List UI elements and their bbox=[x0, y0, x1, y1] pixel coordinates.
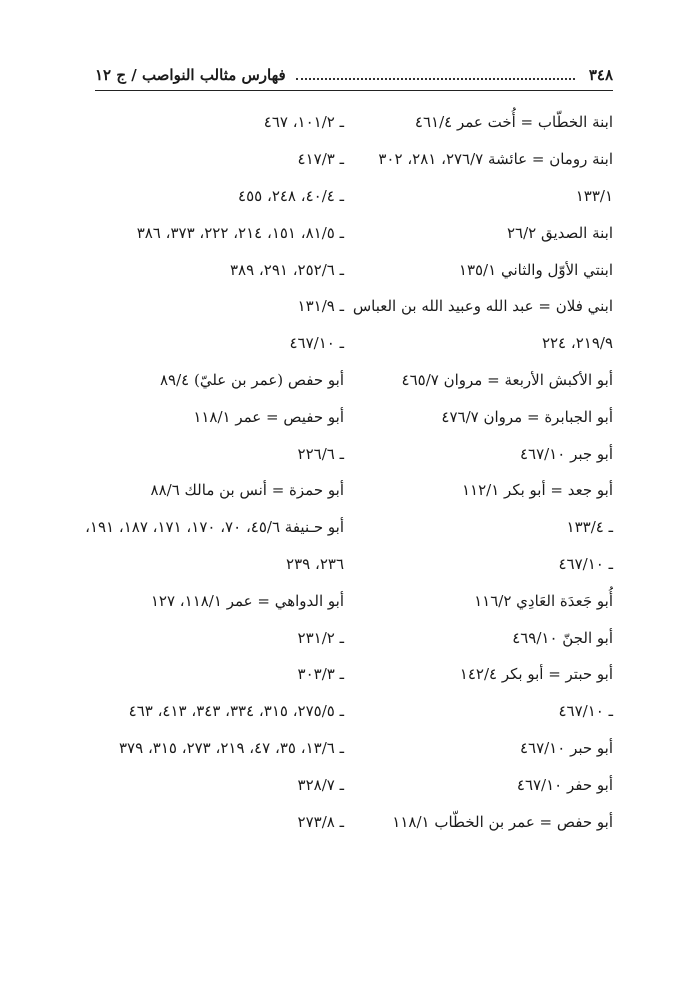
left-column-entry: ـ ٤٦٧/١٠ bbox=[289, 334, 344, 353]
index-row bbox=[95, 251, 613, 288]
index-row bbox=[95, 730, 613, 767]
index-row bbox=[95, 141, 613, 178]
index-row bbox=[95, 766, 613, 803]
left-column-entry: ـ ١٣١/٩ bbox=[297, 297, 344, 316]
index-row bbox=[95, 582, 613, 619]
header-dot-leader bbox=[296, 78, 575, 80]
index-row bbox=[95, 178, 613, 215]
left-column-entry: ـ ٨١/٥، ١٥١، ٢١٤، ٢٢٢، ٣٧٣، ٣٨٦ bbox=[136, 223, 344, 242]
index-row bbox=[95, 288, 613, 325]
index-row bbox=[95, 104, 613, 141]
index-row bbox=[95, 435, 613, 472]
right-column-entry: ـ ٤٦٧/١٠ bbox=[558, 554, 613, 573]
left-column-entry: ـ ٣٠٣/٣ bbox=[297, 665, 344, 684]
index-row bbox=[95, 472, 613, 509]
right-column-entry: ابني فلان = عبد الله وعبيد الله بن العباس bbox=[352, 297, 613, 316]
index-columns bbox=[85, 104, 613, 840]
right-column-entry: ـ ١٣٣/٤ bbox=[566, 518, 613, 537]
left-column-entry: ـ ٣٢٨/٧ bbox=[297, 775, 344, 794]
right-column-entry: أبو الجنّ ٤٦٩/١٠ bbox=[512, 628, 613, 647]
right-column-entry: أبو جعد = أبو بكر ١١٢/١ bbox=[462, 481, 613, 500]
left-column-entry: ـ ١٠١/٢، ٤٦٧ bbox=[263, 113, 344, 132]
right-column-entry: أبو حفر ٤٦٧/١٠ bbox=[516, 775, 613, 794]
right-column-entry: ابنة الخطّاب = أُخت عمر ٤٦١/٤ bbox=[414, 113, 613, 132]
left-column-entry: أبو حمزة = أنس بن مالك ٨٨/٦ bbox=[150, 481, 344, 500]
left-column-entry: ـ ٤١٧/٣ bbox=[297, 150, 344, 169]
left-column-entry: ٢٣٦، ٢٣٩ bbox=[286, 554, 344, 573]
index-row bbox=[95, 214, 613, 251]
page-header bbox=[95, 60, 613, 91]
left-column-entry: أبو حفص (عمر بن عليّ) ٨٩/٤ bbox=[159, 370, 344, 389]
right-column-entry: أبو حفص = عمر بن الخطّاب ١١٨/١ bbox=[392, 812, 613, 831]
index-row bbox=[95, 546, 613, 583]
left-column-entry: ـ ٢٥٢/٦، ٢٩١، ٣٨٩ bbox=[229, 260, 344, 279]
right-column-entry: أبو حبتر = أبو بكر ١٤٢/٤ bbox=[459, 665, 613, 684]
left-column-entry: ـ ٢٧٣/٨ bbox=[297, 812, 344, 831]
page-number: ٣٤٨ bbox=[588, 66, 613, 84]
index-row bbox=[95, 656, 613, 693]
right-column-entry: أبو جبر ٤٦٧/١٠ bbox=[519, 444, 613, 463]
right-column-entry: ابنة الصديق ٢٦/٢ bbox=[507, 223, 613, 242]
index-row bbox=[95, 619, 613, 656]
index-row bbox=[95, 693, 613, 730]
right-column-entry: أبو حبر ٤٦٧/١٠ bbox=[519, 738, 613, 757]
right-column-entry: ١٣٣/١ bbox=[575, 186, 613, 205]
left-column-entry: ـ ٢٣١/٢ bbox=[297, 628, 344, 647]
right-column-entry: أبو الأكبش الأربعة = مروان ٤٦٥/٧ bbox=[401, 370, 613, 389]
index-row bbox=[95, 325, 613, 362]
left-column-entry: ـ ١٣/٦، ٣٥، ٤٧، ٢١٩، ٢٧٣، ٣١٥، ٣٧٩ bbox=[119, 738, 344, 757]
right-column-entry: أبو الجبابرة = مروان ٤٧٦/٧ bbox=[441, 407, 613, 426]
left-column-entry: ـ ٤٠/٤، ٢٤٨، ٤٥٥ bbox=[238, 186, 344, 205]
left-column-entry: أبو حـنيفة ٤٥/٦، ٧٠، ١٧٠، ١٧١، ١٨٧، ١٩١، bbox=[85, 518, 344, 537]
index-row bbox=[95, 398, 613, 435]
right-column-entry: ابنة رومان = عائشة ٢٧٦/٧، ٢٨١، ٣٠٢ bbox=[378, 150, 613, 169]
left-column-entry: ـ ٢٧٥/٥، ٣١٥، ٣٣٤، ٣٤٣، ٤١٣، ٤٦٣ bbox=[128, 702, 344, 721]
running-title: فهارس مثالب النواصب / ج ١٢ bbox=[95, 66, 286, 84]
index-row bbox=[85, 509, 613, 546]
left-column-entry: ـ ٢٢٦/٦ bbox=[297, 444, 344, 463]
right-column-entry: أُبو جَعدَة العَادِي ١١٦/٢ bbox=[474, 591, 613, 610]
left-column-entry: أبو حفيص = عمر ١١٨/١ bbox=[193, 407, 344, 426]
left-column-entry: أبو الدواهي = عمر ١١٨/١، ١٢٧ bbox=[150, 591, 344, 610]
index-row bbox=[95, 362, 613, 399]
index-row bbox=[95, 803, 613, 840]
right-column-entry: ـ ٤٦٧/١٠ bbox=[558, 702, 613, 721]
right-column-entry: ابنتي الأوّل والثاني ١٣٥/١ bbox=[458, 260, 613, 279]
right-column-entry: ٢١٩/٩، ٢٢٤ bbox=[541, 334, 613, 353]
